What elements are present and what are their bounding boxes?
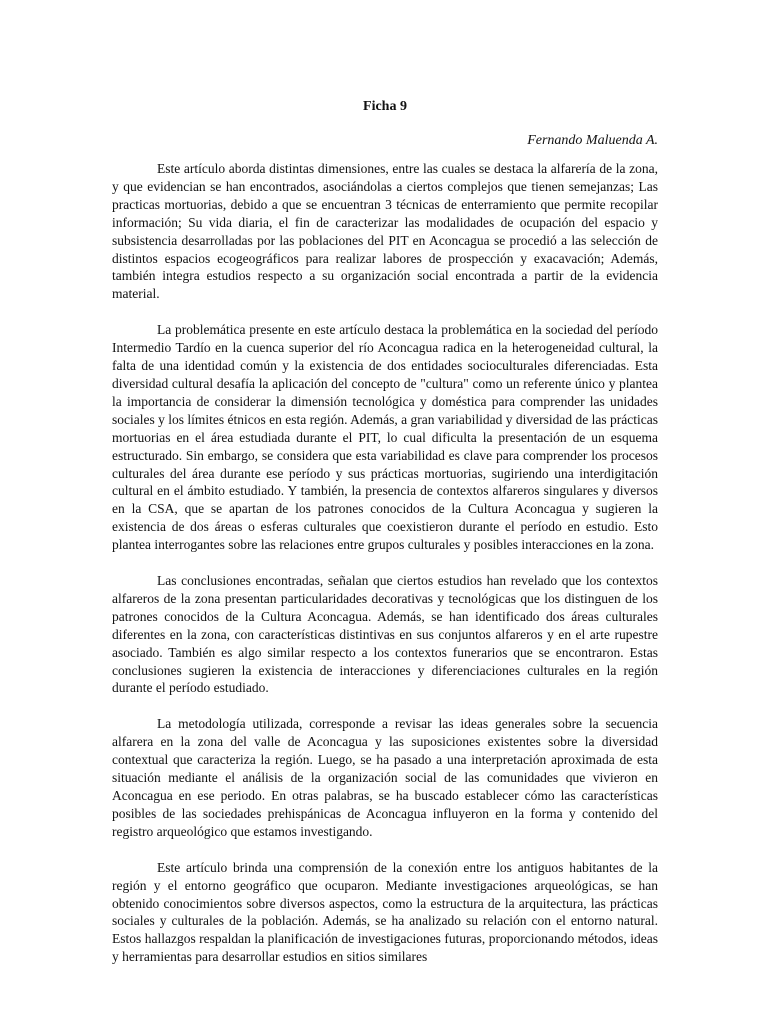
paragraph-metodologia: La metodología utilizada, corresponde a revisar las ideas generales sobre la secuencia alfarera en la zona del valle de Aconcagua y las suposiciones existentes sobre la diversidad contextual que caracteriza la región. Luego, se ha pasado a una interpretación aproximada de esta situación mediante el análisis de la organización social de las comunidades que vivieron en Aconcagua en ese periodo. En otras palabras, se ha buscado establecer cómo las características posibles de las sociedades prehispánicas de Aconcagua influyeron en la forma y contenido del registro arqueológico que estamos investigando. <box>112 716 658 839</box>
paragraph-aporte: Este artículo brinda una comprensión de la conexión entre los antiguos habitantes de la región y el entorno geográfico que ocuparon. Mediante investigaciones arqueológicas, se han obtenido conocimientos sobre diversos aspectos, como la estructura de la arquitectura, las prácticas sociales y culturales de la población. Además, se ha analizado su relación con el entorno natural. Estos hallazgos respaldan la planificación de investigaciones futuras, proporcionando métodos, ideas y herramientas para desarrollar estudios en sitios similares <box>112 859 658 965</box>
paragraph-problematica: La problemática presente en este artículo destaca la problemática en la sociedad del período Intermedio Tardío en la cuenca superior del río Aconcagua radica en la heterogeneidad cultural, la falta de una identidad común y la existencia de dos entidades socioculturales diferenciadas. Esta diversidad cultural desafía la aplicación del concepto de "cultura" como un referente único y plantea la importancia de considerar la dimensión tecnológica y doméstica para comprender las unidades sociales y los límites étnicos en esta región. Además, a gran variabilidad y diversidad de las prácticas mortuorias en el área estudiada durante el PIT, lo cual dificulta la presentación de un esquema estructurado. Sin embargo, se considera que esta variabilidad es clave para comprender los procesos culturales del área durante ese período y sus prácticas mortuorias, sugiriendo una interdigitación cultural en el ámbito estudiado. Y también, la presencia de contextos alfareros singulares y diversos en la CSA, que se apartan de los patrones conocidos de la Cultura Aconcagua y sugieren la existencia de dos áreas o esferas culturales que coexistieron durante el período en estudio. Esto plantea interrogantes sobre las relaciones entre grupos culturales y posibles interacciones en la zona. <box>112 322 658 553</box>
paragraph-conclusiones: Las conclusiones encontradas, señalan que ciertos estudios han revelado que los contextos alfareros de la zona presentan particularidades decorativas y tecnológicas que los distinguen de los patrones conocidos de la Cultura Aconcagua. Además, se han identificado dos áreas culturales diferentes en la zona, con características distintivas en sus conjuntos alfareros y en el arte rupestre asociado. También es algo similar respecto a los contextos funerarios que se encontraron. Estas conclusiones sugieren la existencia de interacciones y diferenciaciones culturales en la región durante el período estudiado. <box>112 573 658 696</box>
paragraph-intro: Este artículo aborda distintas dimensiones, entre las cuales se destaca la alfarería de la zona, y que evidencian se han encontrados, asociándolas a ciertos complejos que tienen semejanzas; Las practicas mortuorias, debido a que se encuentran 3 técnicas de enterramiento que permite recopilar información; Su vida diaria, el fin de caracterizar las modalidades de ocupación del espacio y subsistencia desarrolladas por las poblaciones del PIT en Aconcagua se procedió a las selección de distintos espacios ecogeográficos para realizar labores de prospección y exacavación; Además, también integra estudios respecto a su organización social encontrada a partir de la evidencia material. <box>112 161 658 302</box>
document-title: Ficha 9 <box>363 99 407 114</box>
document-author: Fernando Maluenda A. <box>527 133 658 148</box>
